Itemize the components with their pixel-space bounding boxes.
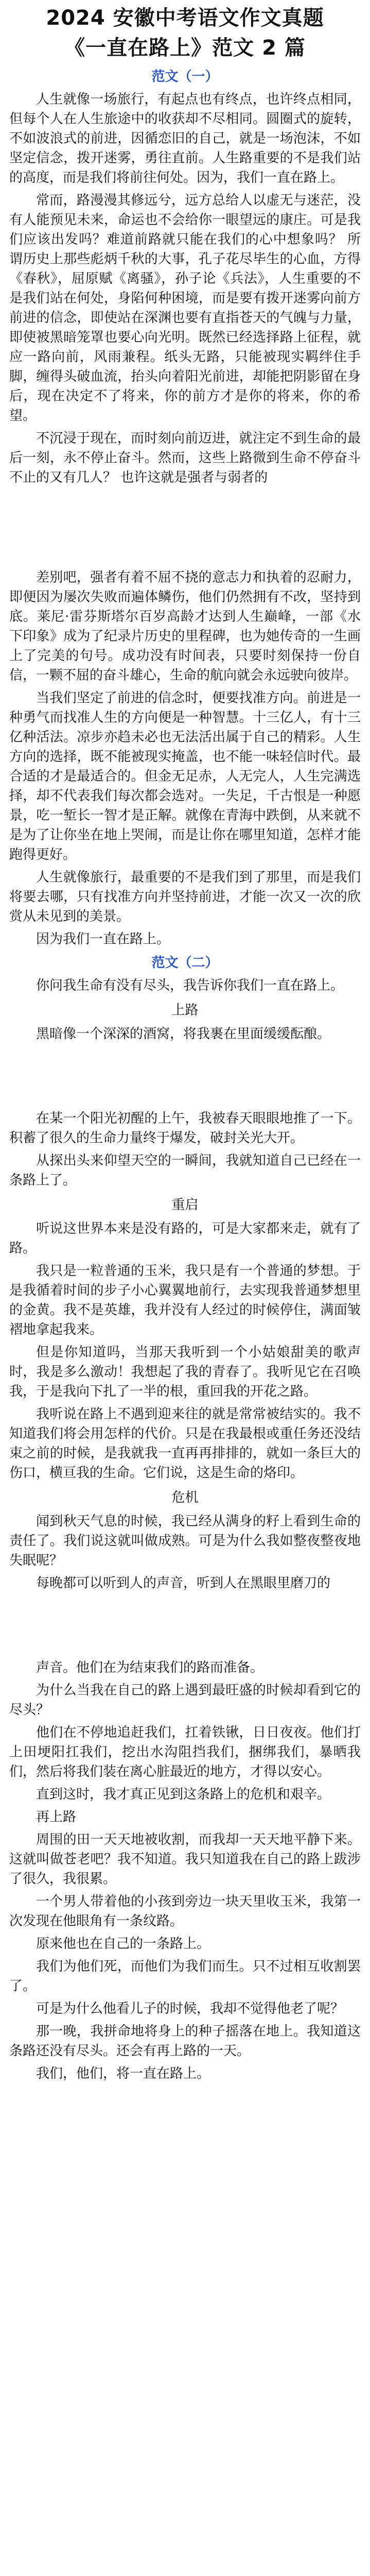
essay-1-paragraph: 差别吧，强者有着不屈不挠的意志力和执着的忍耐力，即便因为屡次失败而遍体鳞伤，他们仍然拥有不改，坚持到底。莱尼·雷芬斯塔尔百岁高龄才达到人生巅峰，一部《水下印象》成为了纪录片历史的里程碑，也为她传奇的一生画上了完美的句号。成功没有时间表，只要时刻保持一份自信，一颗不屈的奋斗雄心，生命的航向就会永远驶向彼岸。 bbox=[9, 570, 361, 683]
essay-2-paragraph: 从探出头来仰望天空的一瞬间，我就知道自己已经在一条路上了。 bbox=[9, 1153, 361, 1188]
essay-2-closing: 我们，他们，将一直在路上。 bbox=[36, 2066, 210, 2081]
essay-2-paragraph: 可是为什么他看儿子的时候，我却不觉得他老了呢？ bbox=[36, 2001, 344, 2016]
essay-2-paragraph: 但是你知道吗，当那天我听到一个小姑娘甜美的歌声时，我是多么激动！我想起了我的青春了。我听见它在召唤我，于是我向下扎了一半的根，重回我的开花之路。 bbox=[9, 1345, 361, 1399]
essay-2-paragraph: 周围的田一天天地被收割，而我却一天天地平静下来。这就叫做苍老吧？我不知道。我只知道我在自己的路上跋涉了很久，我很累。 bbox=[9, 1832, 361, 1887]
essay-2-paragraph: 那一晚，我拼命地将身上的种子摇落在地上。我知道这条路还没有尽头。还会有再上路的一天。 bbox=[9, 2024, 361, 2059]
essay-2-paragraph: 我只是一粒普通的玉米，我只是有一个普通的梦想。于是我循着时间的步子小心翼翼地前行，去实现我普通梦想里的金黄。我不是英雄，我并没有人经过的时候停住，满面皱褶地拿起我来。 bbox=[9, 1263, 361, 1337]
essay-2-paragraph: 我听说在路上不遇到迎来往的就是常常被结实的。我不知道我们将会用怎样的代价。只是在我最根或重任务还没结束之前的时候，是我就我一直再再排排的，就如一条巨大的伤口，横亘我的生命。它们说，这是生命的烙印。 bbox=[9, 1406, 361, 1481]
essay-1-paragraph: 人生就像一场旅行，有起点也有终点，也许终点相同，但每个人在人生旅途中的收获却不尽相同。圆圈式的旋转，不如波浪式的前进，因循恋旧的自己，就是一场泡沫，不如坚定信念，拨开迷雾，勇往直前。人生路重要的不是我们站的高度，而是我们将前往何处。因为，我们一直在路上。 bbox=[9, 92, 361, 185]
essay-2-paragraph: 原来他也在自己的一条路上。 bbox=[36, 1936, 210, 1952]
essay-2-paragraph: 每晚都可以听到人的声音，听到人在黑眼里磨刀的 bbox=[36, 1575, 331, 1591]
page-break-gap bbox=[9, 1047, 361, 1109]
essay-1-paragraph: 常而，路漫漫其修远兮，远方总给人以虚无与迷茫，没有人能预见未来，命运也不会给你一眼望远的康庄。可是我们应该出发吗？难道前路就只能在我们的心中想象吗？ 所谓历史上那些彪炳千秋的大事，孔子花尽毕生的心血，方得《春秋》，屈原赋《离骚》，孙子论《兵法》，人生重要的不是我们站在何处，身陷何种困境，而是要有拨开迷雾向前方前进的信念，即使站在深渊也要有直指苍天的气魄与力量，即使被黑暗笼罩也要心向光明。既然已经选择路上征程，就应一路向前，风雨兼程。纸头无路，只能被现实羁绊住手脚，缠得头破血流，抬头向着阳光前进，却能把阴影留在身后，现在决定不了将来，你的前方才是你的将来，你的希望。 bbox=[9, 193, 361, 423]
subheading-shanglu: 上路 bbox=[171, 1003, 199, 1018]
essay-2-paragraph: 声音。他们在为结束我们的路而准备。 bbox=[36, 1660, 264, 1675]
essay-1-paragraph: 不沉浸于现在，而时刻向前迈进，就注定不到生命的最后一刻，永不停止奋斗。然而，这些上路微到生命不停奋斗不止的又有几人？ 也许这就是强者与弱者的 bbox=[9, 431, 361, 485]
essay-2-paragraph: 我们为他们死，而他们为我们而生。只不过相互收割罢了。 bbox=[9, 1959, 361, 1994]
essay-2-paragraph: 黑暗像一个深深的酒窝，将我裹在里面缓缓酝酿。 bbox=[36, 1026, 331, 1042]
essay-2-paragraph: 他们在不停地追赶我们，扛着铁锹，日日夜夜。他们打上田埂阳扛我们，挖出水沟阻挡我们，捆绑我们，暴晒我们，然后将我们装在离心脏最近的地方，才得以安心。 bbox=[9, 1725, 361, 1780]
essay-2-paragraph: 直到这时，我才真正见到这条路上的危机和艰辛。 bbox=[36, 1787, 331, 1802]
essay-2-paragraph: 为什么当我在自己的路上遇到最旺盛的时候却看到它的尽头？ bbox=[9, 1683, 361, 1718]
subheading-zaishanglu: 再上路 bbox=[36, 1809, 77, 1825]
essay-2-paragraph: 在某一个阳光初醒的上午，我被春天眼眼地推了一下。积蓄了很久的生命力量终于爆发，破封关光大开。 bbox=[9, 1111, 361, 1146]
essay-2-paragraph: 闻到秋天气息的时候，我已经从满身的籽上看到生命的责任了。我们说这就叫做成熟。可是为什么我如整夜整夜地失眠呢？ bbox=[9, 1514, 361, 1568]
document-page bbox=[0, 3, 370, 2576]
essay-2-intro: 你问我生命有没有尽头，我告诉你我们一直在路上。 bbox=[36, 978, 344, 993]
page-break-gap bbox=[9, 1596, 361, 1658]
essay-2-heading: 范文（二） bbox=[151, 955, 219, 971]
page-subtitle: 《一直在路上》范文 2 篇 bbox=[64, 36, 306, 60]
page-title: 2024 安徽中考语文作文真题 bbox=[46, 6, 324, 30]
essay-1-heading: 范文（一） bbox=[151, 69, 219, 84]
essay-1-paragraph: 人生就像旅行，最重要的不是我们到了那里，而是我们将要去哪，只有找准方向并坚持前进，才能一次又一次的欣赏从未见到的美景。 bbox=[9, 870, 361, 924]
essay-2-paragraph: 一个男人带着他的小孩到旁边一块天里收玉米，我第一次发现在他眼角有一条纹路。 bbox=[9, 1894, 361, 1929]
essay-1-closing: 因为我们一直在路上。 bbox=[36, 931, 170, 947]
essay-2-paragraph: 听说这世界本来是没有路的，可是大家都来走，就有了路。 bbox=[9, 1221, 361, 1256]
subheading-chongqi: 重启 bbox=[171, 1197, 199, 1213]
subheading-weiji: 危机 bbox=[171, 1490, 199, 1505]
page-break-gap bbox=[9, 490, 361, 568]
essay-1-paragraph: 当我们坚定了前进的信念时，便要找准方向。前进是一种勇气而找准人生的方向便是一种智慧。十三亿人，有十三亿种活法。凉步亦趋未必也无法活出属于自己的精彩。人生方向的选择，既不能被现实掩盖，也不能一味轻信时代。最合适的才是最适合的。但金无足赤，人无完人，人生完满选择，却不代表我们每次都会选对。一失足，千古恨是一种愿景，吃一堑长一智才是正解。就像在青海中跌倒，从来就不是为了让你坐在地上哭闹，而是让你在哪里知道，怎样才能跑得更好。 bbox=[9, 690, 361, 862]
